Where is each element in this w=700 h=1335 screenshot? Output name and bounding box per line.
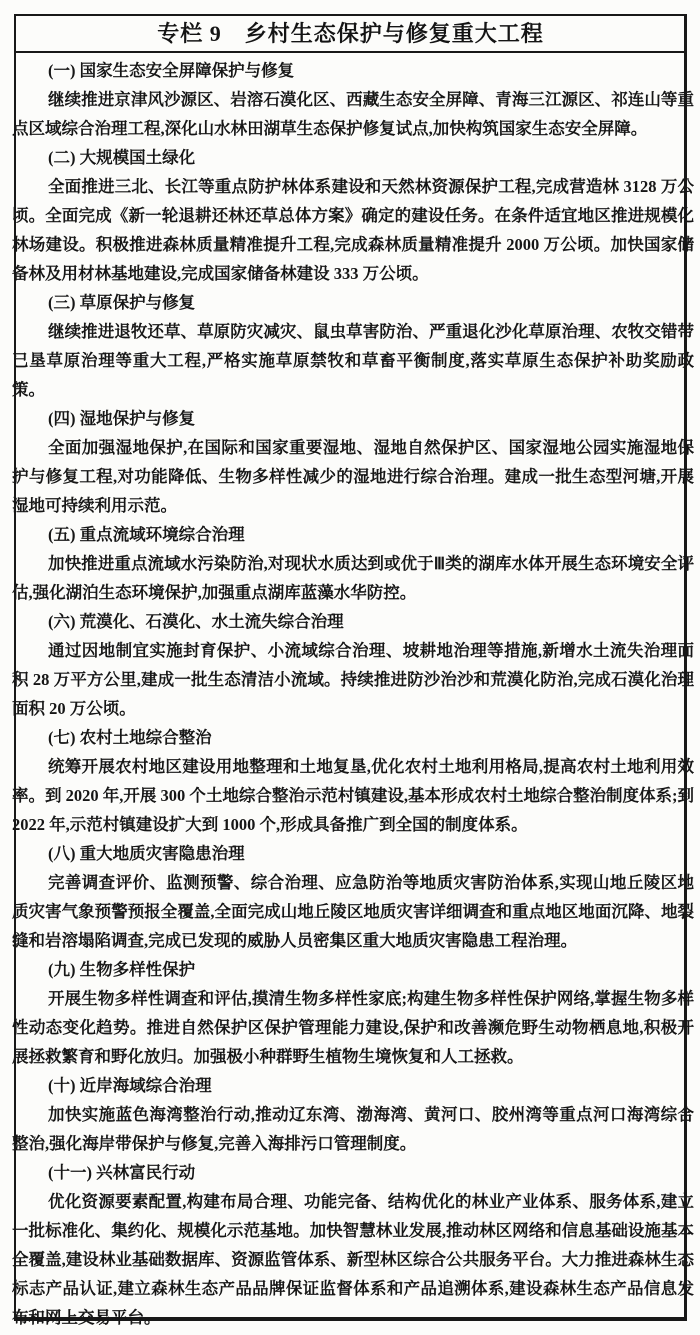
section-paragraph: 继续推进京津风沙源区、岩溶石漠化区、西藏生态安全屏障、青海三江源区、祁连山等重点区域综合治理工程,深化山水林田湖草生态保护修复试点,加快构筑国家生态安全屏障。 <box>12 90 694 138</box>
section-paragraph: 加快实施蓝色海湾整治行动,推动辽东湾、渤海湾、黄河口、胶州湾等重点河口海湾综合整治,强化海岸带保护与修复,完善入海排污口管理制度。 <box>12 1105 694 1153</box>
section-paragraph: 开展生物多样性调查和评估,摸清生物多样性家底;构建生物多样性保护网络,掌握生物多样性动态变化趋势。推进自然保护区保护管理能力建设,保护和改善濒危野生动物栖息地,积极开展拯救繁育和野化放归。加强极小种群野生植物生境恢复和人工拯救。 <box>12 989 694 1066</box>
section-heading: (一) 国家生态安全屏障保护与修复 <box>48 61 295 80</box>
panel-section <box>12 520 694 607</box>
section-heading: (二) 大规模国土绿化 <box>48 148 196 167</box>
section-paragraph: 统筹开展农村地区建设用地整理和土地复垦,优化农村土地利用格局,提高农村土地利用效率。到 2020 年,开展 300 个土地综合整治示范村镇建设,基本形成农村土地综合整治制度体系;到 2022 年,示范村镇建设扩大到 1000 个,形成具备推广到全国的制度体系。 <box>12 757 694 834</box>
panel-section <box>12 723 694 839</box>
section-paragraph: 继续推进退牧还草、草原防灾减灾、鼠虫草害防治、严重退化沙化草原治理、农牧交错带已垦草原治理等重大工程,严格实施草原禁牧和草畜平衡制度,落实草原生态保护补助奖励政策。 <box>12 322 694 399</box>
section-heading: (八) 重大地质灾害隐患治理 <box>48 844 245 863</box>
section-heading: (七) 农村土地综合整治 <box>48 728 212 747</box>
panel-title: 专栏 9 乡村生态保护与修复重大工程 <box>157 21 544 46</box>
section-heading: (六) 荒漠化、石漠化、水土流失综合治理 <box>48 612 344 631</box>
panel-section <box>12 1071 694 1158</box>
panel-section <box>12 56 694 143</box>
section-paragraph: 通过因地制宜实施封育保护、小流域综合治理、坡耕地治理等措施,新增水土流失治理面积 28 万平方公里,建成一批生态清洁小流域。持续推进防沙治沙和荒漠化防治,完成石漠化治理面积 20 万公顷。 <box>12 641 694 718</box>
section-paragraph: 全面加强湿地保护,在国际和国家重要湿地、湿地自然保护区、国家湿地公园实施湿地保护与修复工程,对功能降低、生物多样性减少的湿地进行综合治理。建成一批生态型河塘,开展湿地可持续利用示范。 <box>12 438 694 515</box>
section-heading: (五) 重点流域环境综合治理 <box>48 525 245 544</box>
panel-title-row <box>14 14 687 53</box>
section-heading: (四) 湿地保护与修复 <box>48 409 196 428</box>
section-paragraph: 全面推进三北、长江等重点防护林体系建设和天然林资源保护工程,完成营造林 3128 万公顷。全面完成《新一轮退耕还林还草总体方案》确定的建设任务。在条件适宜地区推进规模化林场建设。积极推进森林质量精准提升工程,完成森林质量精准提升 2000 万公顷。加快国家储备林及用材林基地建设,完成国家储备林建设 333 万公顷。 <box>12 177 694 283</box>
section-heading: (三) 草原保护与修复 <box>48 293 196 312</box>
section-heading: (十) 近岸海域综合治理 <box>48 1076 212 1095</box>
panel-section <box>12 607 694 723</box>
panel-section <box>12 1158 694 1332</box>
section-heading: (九) 生物多样性保护 <box>48 960 196 979</box>
section-paragraph: 优化资源要素配置,构建布局合理、功能完备、结构优化的林业产业体系、服务体系,建立一批标准化、集约化、规模化示范基地。加快智慧林业发展,推动林区网络和信息基础设施基本全覆盖,建设林业基础数据库、资源监管体系、新型林区综合公共服务平台。大力推进森林生态标志产品认证,建立森林生态产品品牌保证监督体系和产品追溯体系,建设森林生态产品信息发布和网上交易平台。 <box>12 1192 694 1327</box>
panel-section <box>12 143 694 288</box>
section-paragraph: 完善调查评价、监测预警、综合治理、应急防治等地质灾害防治体系,实现山地丘陵区地质灾害气象预警预报全覆盖,全面完成山地丘陵区地质灾害详细调查和重点地区地面沉降、地裂缝和岩溶塌陷调查,完成已发现的威胁人员密集区重大地质灾害隐患工程治理。 <box>12 873 694 950</box>
panel-content <box>12 56 694 1332</box>
panel-section <box>12 839 694 955</box>
panel-section <box>12 955 694 1071</box>
section-heading: (十一) 兴林富民行动 <box>48 1163 196 1182</box>
panel-section <box>12 404 694 520</box>
section-paragraph: 加快推进重点流域水污染防治,对现状水质达到或优于Ⅲ类的湖库水体开展生态环境安全评估,强化湖泊生态环境保护,加强重点湖库蓝藻水华防控。 <box>12 554 694 602</box>
panel-section <box>12 288 694 404</box>
